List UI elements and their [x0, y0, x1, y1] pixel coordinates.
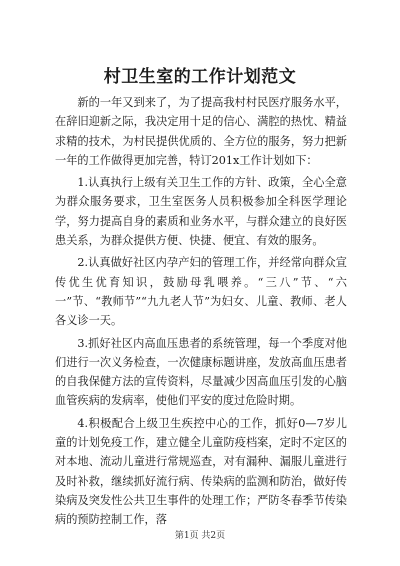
paragraph-item-2: 2.认真做好社区内孕产妇的管理工作，并经常向群众宣传优生优育知识，鼓励母乳喂养。“三八”节、“六一”节、“教师节”“九九老人节”为妇女、儿童、教师、老人各义诊一天。 — [55, 256, 347, 328]
paragraph-item-1: 1.认真执行上级有关卫生工作的方针、政策，全心全意为群众服务要求，卫生室医务人员积极参加全科医学理论学，努力提高自身的素质和业务水平，与群众建立的良好医患关系，为群众提供方便、快捷、便宜、有效的服务。 — [55, 176, 347, 248]
paragraph-intro: 新的一年又到来了，为了提高我村村民医疗服务水平，在辞旧迎新之际，我决定用十足的信心、满腔的热忱、精益求精的技术，为村民提供优质的、全方位的服务，努力把新一年的工作做得更加完善，特订201x工作计划如下： — [55, 96, 347, 167]
document-body — [55, 93, 347, 533]
paragraph-item-3: 3.抓好社区内高血压患者的系统管理，每一个季度对他们进行一次义务检查，一次健康标题讲座，发放高血压患者的自我保健方法的宣传资料，尽量减少因高血压引发的心脑血管疾病的发病率，使他们平安的度过危险时期。 — [55, 336, 347, 408]
page-number-footer: 第1页 共2页 — [174, 531, 226, 541]
paragraph-item-4: 4.积极配合上级卫生疾控中心的工作，抓好0—7岁儿童的计划免疫工作，建立健全儿童防疫档案，定时不定区的对本地、流动儿童进行常规巡查，对有漏种、漏服儿童进行及时补救，继续抓好流行病、传染病的监测和防治，做好传染病及突发性公共卫生事件的处理工作；严防冬春季节传染病的预防控制工作，落 — [55, 416, 347, 527]
document-title: 村卫生室的工作计划范文 — [103, 67, 297, 87]
